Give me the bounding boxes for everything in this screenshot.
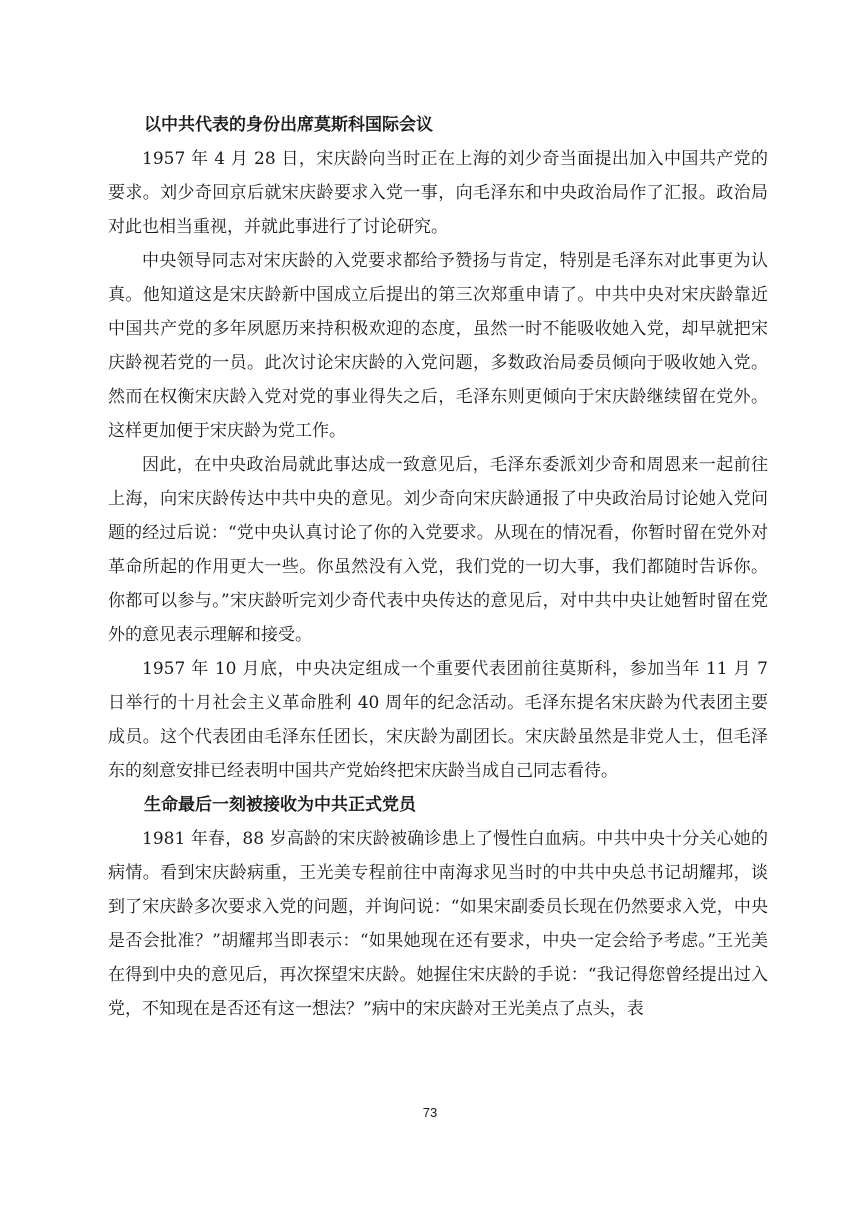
paragraph: 1981 年春，88 岁高龄的宋庆龄被确诊患上了慢性白血病。中共中央十分关心她的病情。看到宋庆龄病重，王光美专程前往中南海求见当时的中共中央总书记胡耀邦，谈到了宋庆龄多次要求入党的问题，并询问说：“如果宋副委员长现在仍然要求入党，中央是否会批准？”胡耀邦当即表示：“如果她现在还有要求，中央一定会给予考虑。”王光美在得到中央的意见后，再次探望宋庆龄。她握住宋庆龄的手说：“我记得您曾经提出过入党，不知现在是否还有这一想法？”病中的宋庆龄对王光美点了点头，表: [108, 829, 768, 1019]
paragraph: 中央领导同志对宋庆龄的入党要求都给予赞扬与肯定，特别是毛泽东对此事更为认真。他知道这是宋庆龄新中国成立后提出的第三次郑重申请了。中共中央对宋庆龄靠近中国共产党的多年夙愿历来持积极欢迎的态度，虽然一时不能吸收她入党，却早就把宋庆龄视若党的一员。此次讨论宋庆龄的入党问题，多数政治局委员倾向于吸收她入党。然而在权衡宋庆龄入党对党的事业得失之后，毛泽东则更倾向于宋庆龄继续留在党外。这样更加便于宋庆龄为党工作。: [108, 251, 768, 441]
paragraph: 1957 年 10 月底，中央决定组成一个重要代表团前往莫斯科，参加当年 11 月 7 日举行的十月社会主义革命胜利 40 周年的纪念活动。毛泽东提名宋庆龄为代表团主要成员。这个代表团由毛泽东任团长，宋庆龄为副团长。宋庆龄虽然是非党人士，但毛泽东的刻意安排已经表明中国共产党始终把宋庆龄当成自己同志看待。: [108, 659, 768, 781]
document-page: [108, 108, 768, 1026]
paragraph: 因此，在中央政治局就此事达成一致意见后，毛泽东委派刘少奇和周恩来一起前往上海，向宋庆龄传达中共中央的意见。刘少奇向宋庆龄通报了中央政治局讨论她入党问题的经过后说：“党中央认真讨论了你的入党要求。从现在的情况看，你暂时留在党外对革命所起的作用更大一些。你虽然没有入党，我们党的一切大事，我们都随时告诉你。你都可以参与。”宋庆龄听完刘少奇代表中央传达的意见后，对中共中央让她暂时留在党外的意见表示理解和接受。: [108, 455, 768, 645]
paragraph: 1957 年 4 月 28 日，宋庆龄向当时正在上海的刘少奇当面提出加入中国共产党的要求。刘少奇回京后就宋庆龄要求入党一事，向毛泽东和中央政治局作了汇报。政治局对此也相当重视，并就此事进行了讨论研究。: [108, 149, 768, 237]
section-heading: 生命最后一刻被接收为中共正式党员: [144, 795, 416, 815]
page-number: 73: [422, 1105, 438, 1120]
section-heading: 以中共代表的身份出席莫斯科国际会议: [144, 115, 433, 135]
